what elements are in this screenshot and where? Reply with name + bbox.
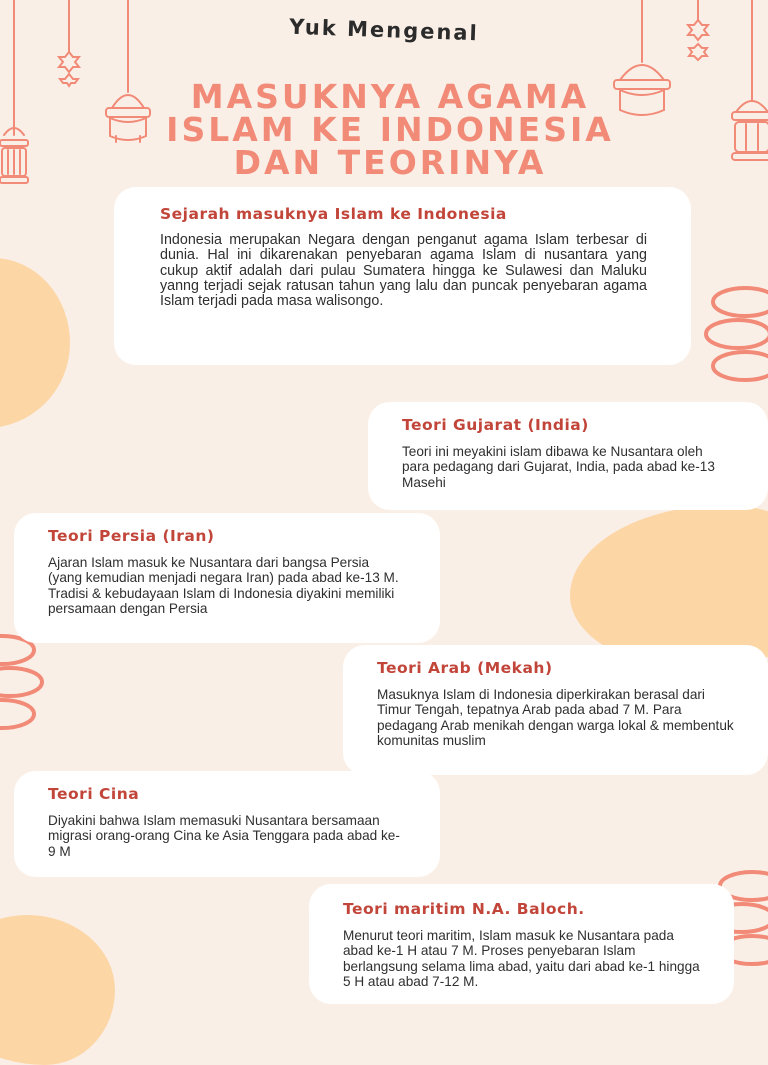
theory-card-cina — [14, 771, 440, 877]
card-body: Menurut teori maritim, Islam masuk ke Nusantara pada abad ke-1 H atau 7 M. Proses penyebaran Islam berlangsung selama lima abad, yaitu dari abad ke-1 hingga 5 H atau abad 7-12 M. — [343, 928, 700, 989]
history-card — [114, 187, 691, 365]
card-heading: Sejarah masuknya Islam ke Indonesia — [160, 205, 507, 223]
card-body: Masuknya Islam di Indonesia diperkirakan berasal dari Timur Tengah, tepatnya Arab pada abad 7 M. Para pedagang Arab menikah dengan warga lokal & membentuk komunitas muslim — [377, 687, 734, 748]
theory-card-arab — [343, 645, 768, 775]
theory-card-persia — [14, 513, 440, 643]
page-title-line: MASUKNYA AGAMA — [190, 77, 590, 116]
card-heading: Teori Arab (Mekah) — [377, 659, 553, 677]
coil-ribbon-icon — [706, 288, 768, 380]
hanging-lantern-icon — [732, 0, 768, 160]
card-body: Indonesia merupakan Negara dengan penganut agama Islam terbesar di dunia. Hal ini dikarenakan penyebaran agama Islam di nusantara yang cukup aktif adalah dari pulau Sumatera hingga ke Sulawesi dan Maluku yanng terjadi sejak ratusan tahun yang lalu dan puncak penyebaran agama Islam terjadi pada masa walisongo. — [160, 232, 647, 310]
theory-card-gujarat — [368, 402, 768, 510]
card-heading: Teori maritim N.A. Baloch. — [343, 900, 585, 918]
page-title-line: DAN TEORINYA — [233, 143, 547, 182]
card-body: Diyakini bahwa Islam memasuki Nusantara bersamaan migrasi orang-orang Cina ke Asia Tenggara pada abad ke-9 M — [48, 813, 400, 859]
page-title — [60, 77, 720, 182]
card-heading: Teori Cina — [48, 785, 140, 803]
coil-ribbon-icon — [0, 636, 42, 728]
theory-card-maritim — [309, 884, 734, 1004]
card-heading: Teori Persia (Iran) — [48, 527, 215, 545]
card-body: Ajaran Islam masuk ke Nusantara dari bangsa Persia (yang kemudian menjadi negara Iran) pada abad ke-13 M. Tradisi & kebudayaan Islam di Indonesia diyakini memiliki persamaan dengan Persia — [48, 555, 399, 616]
page-title-line: ISLAM KE INDONESIA — [166, 110, 614, 149]
page-subtitle: Yuk Mengenal — [288, 14, 480, 46]
card-heading: Teori Gujarat (India) — [402, 416, 589, 434]
card-body: Teori ini meyakini islam dibawa ke Nusantara oleh para pedagang dari Gujarat, India, pada abad ke-13 Masehi — [402, 444, 715, 490]
